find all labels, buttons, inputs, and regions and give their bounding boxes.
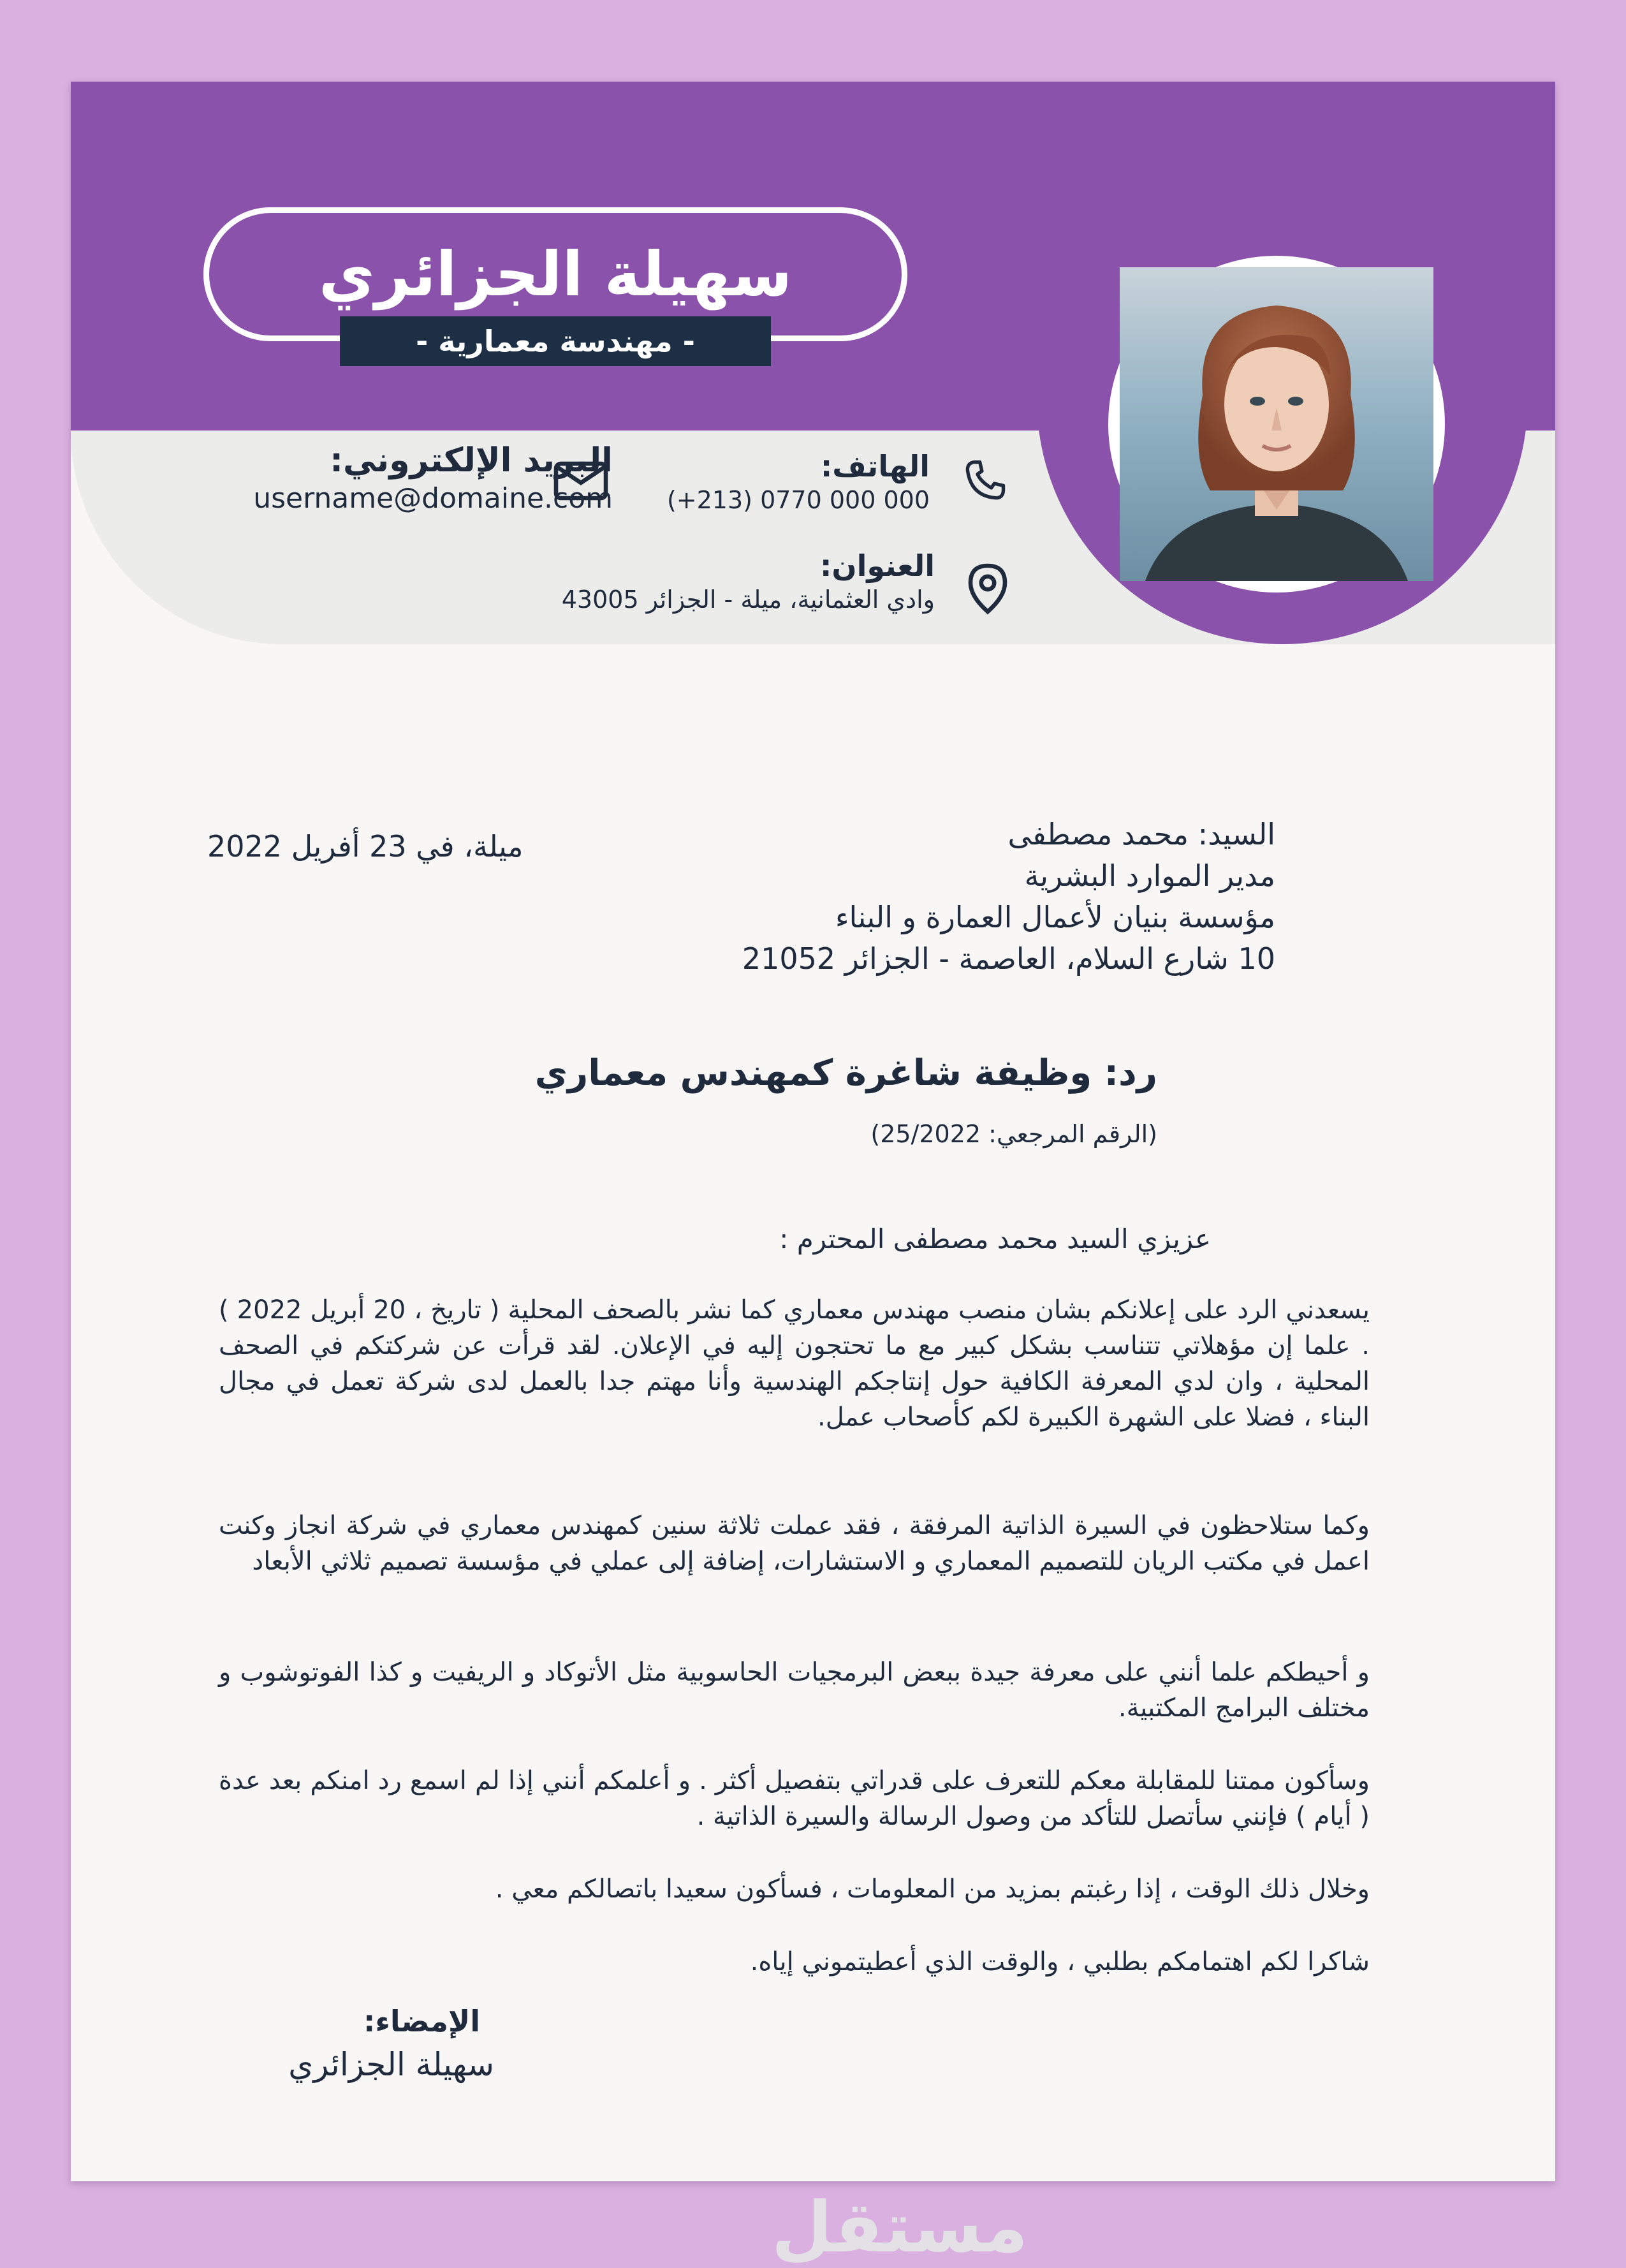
candidate-name: سهيلة الجزائري xyxy=(318,239,793,310)
address-label: العنوان: xyxy=(819,549,935,583)
paragraph-4: وسأكون ممتنا للمقابلة معكم للتعرف على قدراتي بتفصيل أكثر . و أعلمكم أنني إذا لم اسمع رد امنكم بعد عدة ( أيام ) فإنني سأتصل للتأكد من وصول الرسالة والسيرة الذاتية . xyxy=(219,1766,1370,1831)
paragraph-5: وخلال ذلك الوقت ، إذا رغبتم بمزيد من المعلومات ، فسأكون سعيدا باتصالكم معي . xyxy=(495,1874,1370,1904)
signature-label: الإمضاء: xyxy=(363,2004,480,2038)
profile-photo-frame xyxy=(1108,256,1445,593)
paragraph-2: وكما ستلاحظون في السيرة الذاتية المرفقة ، فقد عملت ثلاثة سنين كمهندس معماري في شركة انجاز وكنت اعمل في مكتب الريان للتصميم المعماري و الاستشارات، إضافة إلى عملي في مؤسسة تصميم ثلاثي الأبعاد xyxy=(219,1511,1370,1576)
address-block xyxy=(425,549,935,614)
paragraph-6: شاكرا لكم اهتمامكم بطلبي ، والوقت الذي أعطيتموني إياه. xyxy=(750,1947,1370,1977)
email-block xyxy=(166,441,613,515)
phone-value: (+213) 0770 000 000 xyxy=(666,486,930,514)
letter-sheet xyxy=(71,82,1555,2268)
signature-name: سهيلة الجزائري xyxy=(288,2046,494,2083)
recipient-company: مؤسسة بنيان لأعمال العمارة و البناء xyxy=(835,900,1275,934)
phone-label: الهاتف: xyxy=(820,449,930,483)
date-place: ميلة، في 23 أفريل 2022 xyxy=(207,829,524,864)
email-value: username@domaine.com xyxy=(253,482,613,515)
recipient-block xyxy=(574,814,1275,980)
job-title: - مهندسة معمارية - xyxy=(416,324,695,358)
recipient-position: مدير الموارد البشرية xyxy=(1024,858,1275,893)
watermark-logo: مستقل xyxy=(771,2186,1029,2268)
phone-icon xyxy=(962,457,1008,503)
recipient-address: 10 شارع السلام، العاصمة - الجزائر 21052 xyxy=(742,941,1275,976)
profile-photo xyxy=(1120,267,1433,581)
greeting: عزيزي السيد محمد مصطفى المحترم : xyxy=(779,1223,1211,1255)
location-pin-icon xyxy=(965,562,1011,615)
paragraph-3: و أحيطكم علما أنني على معرفة جيدة ببعض البرمجيات الحاسوبية مثل الأتوكاد و الريفيت و كذا الفوتوشوب و مختلف البرامج المكتبية. xyxy=(219,1658,1370,1723)
letter-subject: رد: وظيفة شاغرة كمهندس معماري xyxy=(534,1052,1157,1094)
email-label: البريد الإلكتروني: xyxy=(330,441,613,480)
portrait-image xyxy=(1120,267,1433,581)
job-title-bar xyxy=(340,316,771,366)
paragraph-1: يسعدني الرد على إعلانكم بشان منصب مهندس معماري كما نشر بالصحف المحلية ( تاريخ ، 20 أبريل 2022 ) . علما إن مؤهلاتي تتناسب بشكل كبير مع ما تحتجون إليه في الإعلان. لقد قرأت عن شركتكم في الصحف المحلية ، وان لدي المعرفة الكافية حول إنتاجكم الهندسية وأنا مهتم جدا بالعمل لدى شركة تعمل في مجال البناء ، فضلا على الشهرة الكبيرة لكم كأصحاب عمل. xyxy=(219,1295,1370,1432)
recipient-name: السيد: محمد مصطفى xyxy=(1007,817,1275,851)
address-value: وادي العثمانية، ميلة - الجزائر 43005 xyxy=(561,585,935,614)
reference-number: (الرقم المرجعي: 25/2022) xyxy=(870,1120,1157,1148)
